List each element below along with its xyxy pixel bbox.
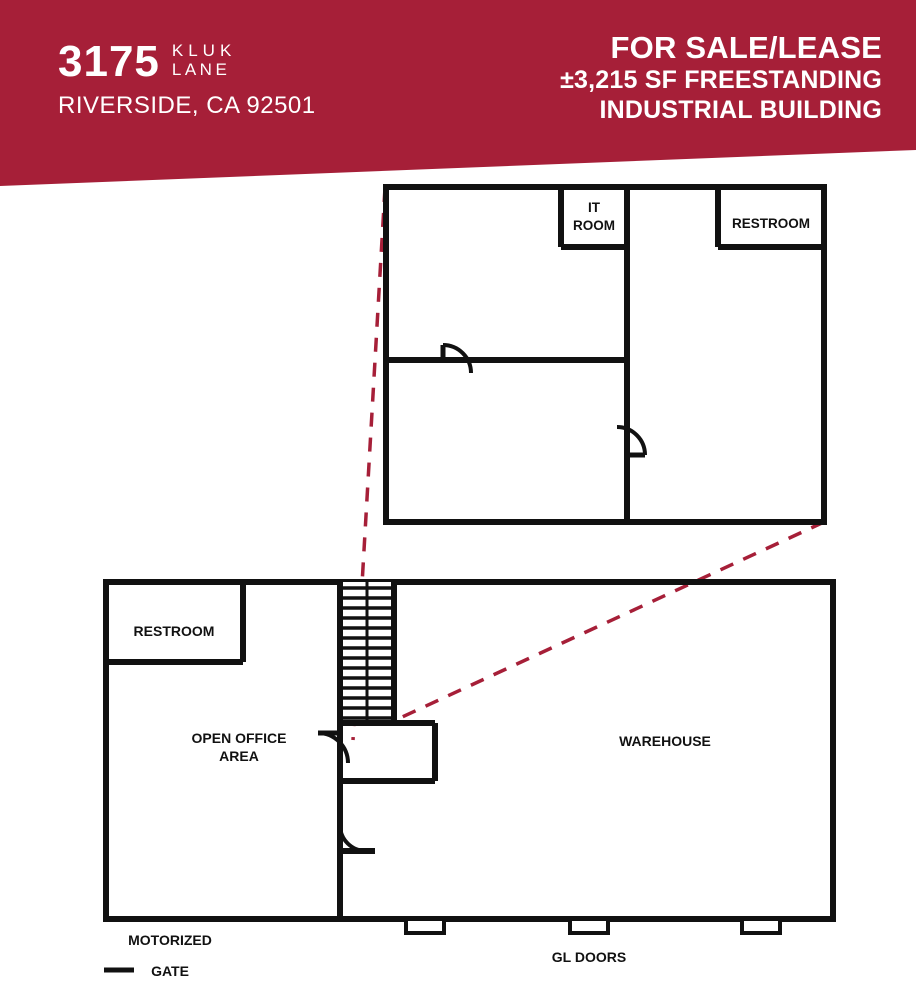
street-number: 3175 [58,37,160,86]
open-office-label-line1: OPEN OFFICE [191,730,287,746]
header-banner [0,0,916,186]
it-room-label-line1: IT [588,200,600,215]
office-vestibule [340,723,435,781]
floorplan-diagram [0,170,916,1002]
warehouse-label: WAREHOUSE [619,733,711,749]
marketing-line-1: FOR SALE/LEASE [610,30,882,65]
marketing-headline [560,30,882,125]
street-name-line2: LANE [171,60,231,79]
property-address [58,37,316,120]
lower-restroom-label: RESTROOM [133,623,215,639]
gl-doors-label: GL DOORS [551,949,627,965]
motorized-gate-label-line2: GATE [151,963,189,979]
upper-restroom [718,187,824,247]
it-room-label-line2: ROOM [573,218,615,233]
marketing-line-2: ±3,215 SF FREESTANDING [560,66,882,94]
stairs [343,582,391,723]
lower-restroom [106,582,243,662]
motorized-gate-label-line1: MOTORIZED [128,932,212,948]
upper-level-plan [386,187,824,522]
legend [104,932,626,979]
marketing-line-3: INDUSTRIAL BUILDING [599,96,882,124]
callout-dashed-lines [353,188,824,740]
lower-level-plan [106,582,833,933]
street-name-line1: KLUK [171,41,237,60]
street-line [58,37,316,86]
street-name [172,41,236,79]
office-door-swing-2 [340,810,366,851]
upper-restroom-label: RESTROOM [731,216,811,231]
open-office-label-line2: AREA [219,748,259,764]
it-room [561,187,627,247]
office-door-swing-1 [318,733,348,763]
upper-door-swing-2 [617,427,645,455]
city-state-zip: RIVERSIDE, CA 92501 [58,92,316,119]
